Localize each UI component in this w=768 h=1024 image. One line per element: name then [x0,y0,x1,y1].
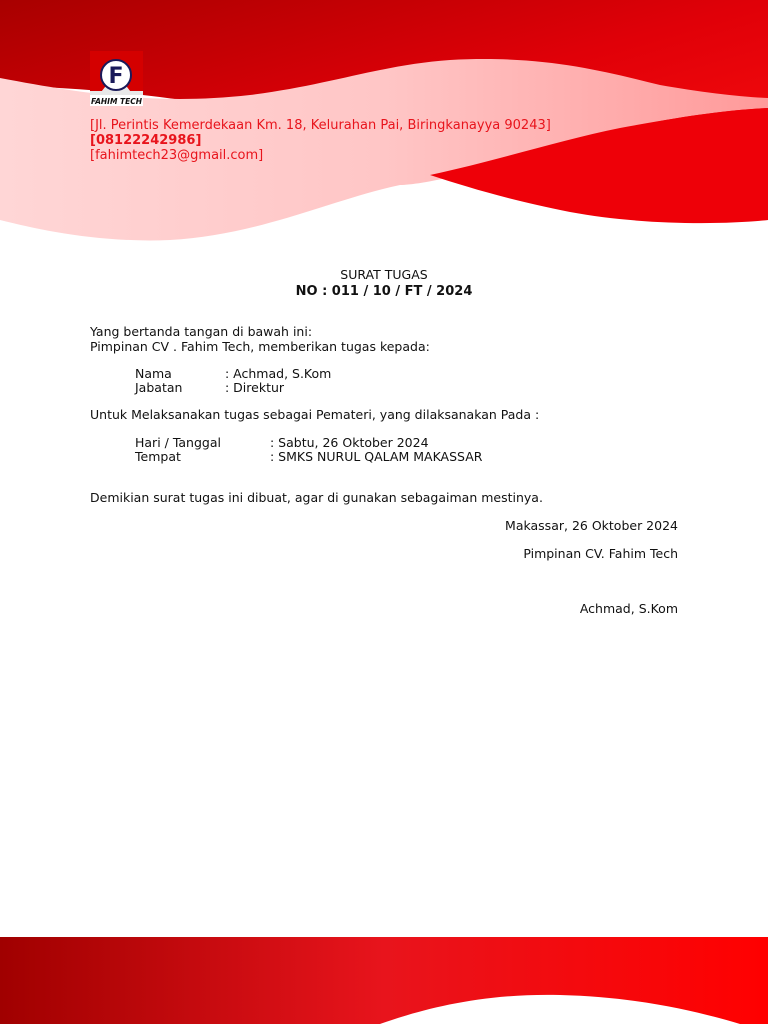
task-line: Untuk Melaksanakan tugas sebagai Pemateri, yang dilaksanakan Pada : [90,407,540,422]
event-date-value: : Sabtu, 26 Oktober 2024 [270,435,429,450]
footer-red-band [0,937,768,1024]
assignee-position-value: : Direktur [225,380,285,395]
company-logo [90,51,143,106]
place-date: Makassar, 26 Oktober 2024 [505,518,678,533]
assignee-name-value: : Achmad, S.Kom [225,366,332,381]
signer-title: Pimpinan CV. Fahim Tech [523,546,678,561]
company-address: [Jl. Perintis Kemerdekaan Km. 18, Kelurahan Pai, Biringkanayya 90243] [90,118,551,133]
logo-text: FAHIM TECH [90,97,143,106]
assignee-position-label: Jabatan [135,380,183,395]
letter-title: SURAT TUGAS [340,267,428,282]
company-email: [fahimtech23@gmail.com] [90,148,264,163]
intro-line-2: Pimpinan CV . Fahim Tech, memberikan tugas kepada: [90,339,430,354]
company-contact [90,118,551,163]
assignee-name-label: Nama [135,366,172,381]
company-phone: [08122242986] [90,133,202,148]
event-date-label: Hari / Tanggal [135,435,221,450]
event-place-label: Tempat [135,449,181,464]
event-place-value: : SMKS NURUL QALAM MAKASSAR [270,449,483,464]
logo-letter: F [108,64,124,89]
letter-number: NO : 011 / 10 / FT / 2024 [295,284,473,299]
closing-line: Demikian surat tugas ini dibuat, agar di gunakan sebagaiman mestinya. [90,490,543,505]
intro-line-1: Yang bertanda tangan di bawah ini: [90,324,313,339]
signer-name: Achmad, S.Kom [579,601,678,616]
